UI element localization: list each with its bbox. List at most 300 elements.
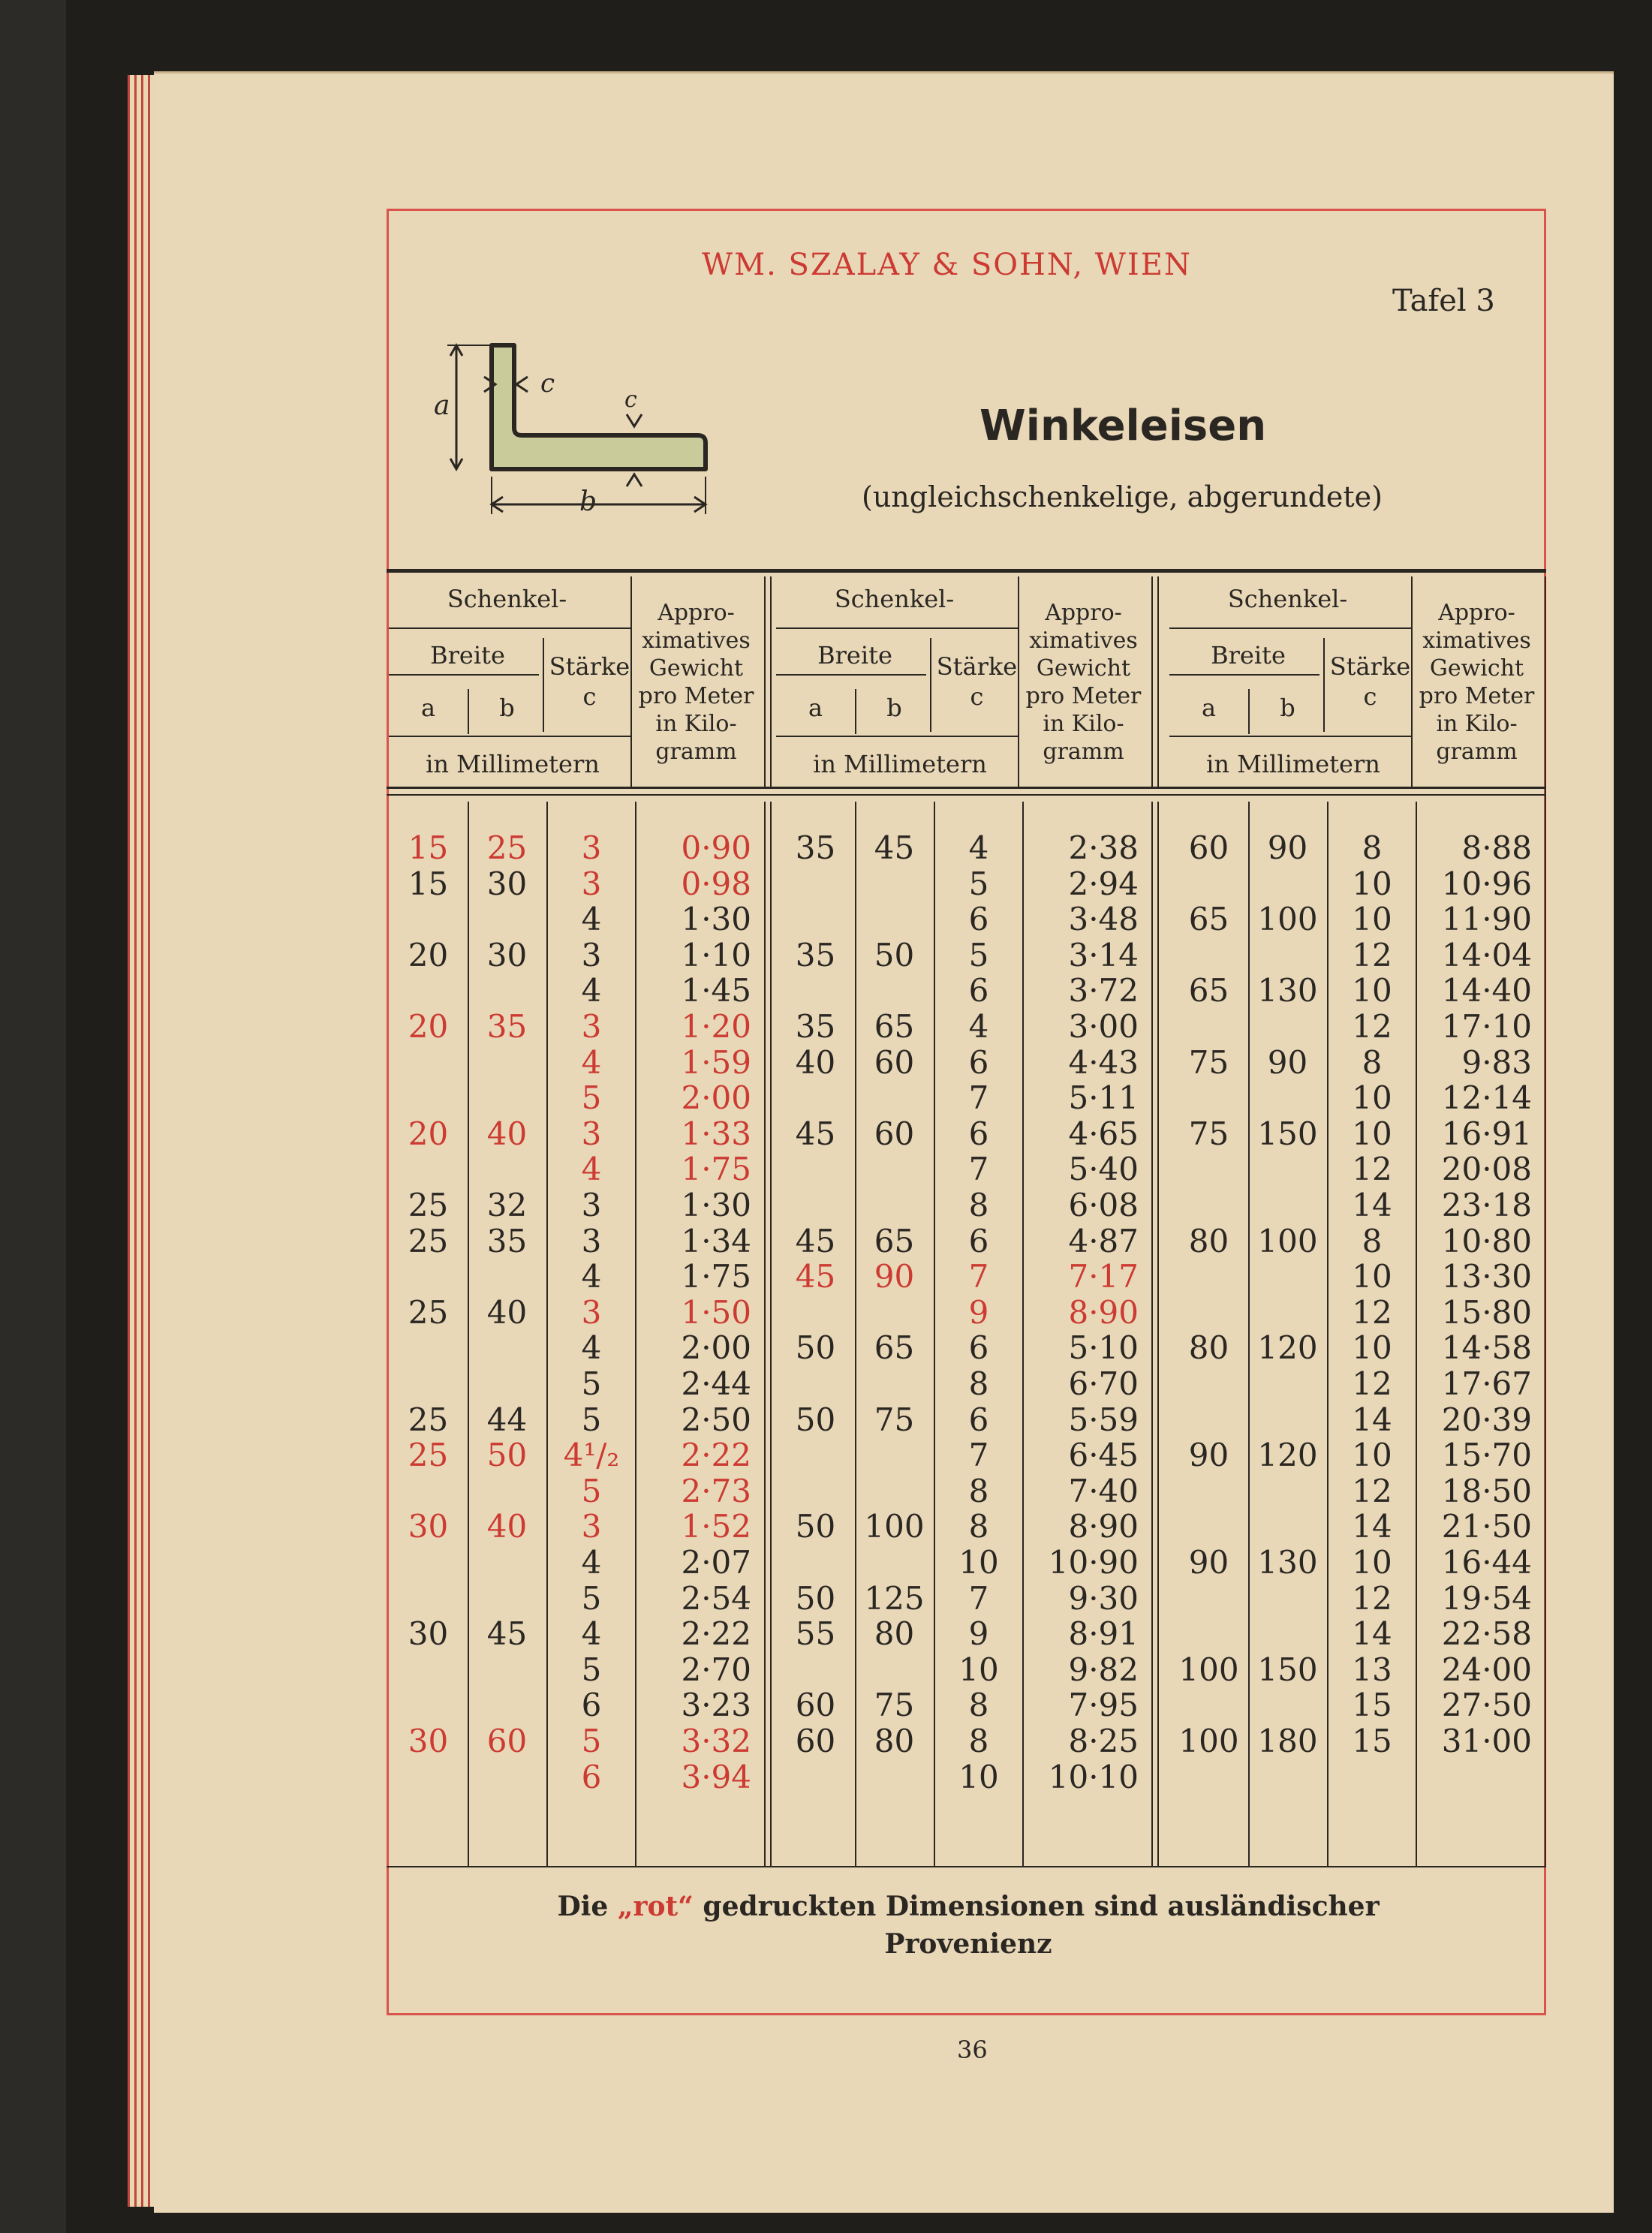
group-separator (1157, 802, 1159, 1866)
table-cell-c: 14 (1352, 1187, 1392, 1223)
table-cell-a: 25 (408, 1401, 449, 1438)
header-staerke: Stärke (1329, 652, 1411, 681)
header-weight-line: Gewicht (1036, 655, 1131, 682)
page-subtitle: (ungleichschenkelige, abgerundete) (862, 480, 1383, 513)
table-cell-c: 6 (968, 901, 989, 938)
table-cell-w: 23·18 (1441, 1187, 1532, 1223)
table-cell-c: 5 (968, 865, 989, 902)
table-cell-b: 44 (486, 1401, 528, 1438)
table-cell-c: 8 (968, 1187, 989, 1223)
table-cell-a: 30 (408, 1723, 449, 1759)
table-cell-c: 15 (1352, 1723, 1392, 1759)
table-cell-c: 12 (1352, 1579, 1392, 1617)
table-cell-w: 8·25 (1068, 1723, 1139, 1759)
table-cell-w: 5·11 (1068, 1079, 1139, 1117)
table-cell-c: 9 (968, 1615, 989, 1653)
table-cell-w: 2·94 (1068, 865, 1139, 902)
table-cell-c: 3 (581, 1222, 602, 1259)
table-cell-w: 7·17 (1068, 1258, 1139, 1296)
table-cell-w: 3·00 (1068, 1008, 1139, 1045)
table-cell-b: 65 (874, 1222, 915, 1259)
header-weight-line: Appro- (657, 600, 735, 626)
table-cell-b: 40 (486, 1293, 528, 1331)
table-cell-a: 50 (795, 1329, 836, 1367)
header-rule (1169, 736, 1411, 737)
table-cell-w: 13·30 (1441, 1258, 1532, 1296)
table-cell-a: 75 (1188, 1115, 1229, 1152)
header-rule (389, 736, 630, 737)
table-cell-b: 35 (486, 1222, 528, 1259)
table-cell-c: 4 (581, 972, 602, 1010)
table-cell-w: 2·38 (1068, 829, 1139, 866)
table-cell-c: 8 (1362, 1043, 1383, 1081)
table-cell-w: 10·10 (1048, 1758, 1139, 1795)
header-c: c (970, 682, 984, 711)
table-cell-w: 1·30 (681, 901, 751, 938)
table-cell-c: 6 (968, 1329, 989, 1367)
header-weight-line: Appro- (1438, 600, 1515, 626)
table-cell-c: 6 (581, 1758, 602, 1795)
table-cell-w: 2·07 (681, 1544, 751, 1581)
table-cell-a: 60 (795, 1687, 836, 1724)
table-cell-c: 14 (1352, 1615, 1392, 1653)
table-cell-c: 5 (581, 1651, 602, 1688)
table-cell-a: 25 (408, 1293, 449, 1331)
table-cell-a: 65 (1188, 972, 1229, 1010)
table-cell-w: 20·08 (1441, 1151, 1532, 1188)
table-cell-c: 12 (1352, 1151, 1392, 1188)
table-cell-b: 50 (874, 936, 915, 974)
header-rule (389, 627, 630, 629)
table-cell-w: 3·32 (681, 1723, 751, 1759)
table-cell-a: 25 (408, 1437, 449, 1474)
table-cell-w: 2·44 (681, 1365, 751, 1402)
table-cell-w: 17·10 (1441, 1008, 1532, 1045)
table-cell-b: 100 (1257, 1222, 1318, 1259)
table-cell-c: 5 (581, 1579, 602, 1617)
table-cell-a: 35 (795, 1008, 836, 1045)
table-cell-a: 100 (1178, 1651, 1239, 1688)
table-cell-w: 3·48 (1068, 901, 1139, 938)
header-schenkel: Schenkel- (447, 585, 567, 613)
angle-profile-diagram (420, 330, 721, 525)
table-cell-c: 6 (968, 1043, 989, 1081)
table-cell-c: 12 (1352, 1365, 1392, 1402)
column-separator (1018, 576, 1019, 787)
table-bottom-rule (387, 1866, 1546, 1867)
table-top-rule (387, 569, 1546, 573)
table-cell-w: 12·14 (1441, 1079, 1532, 1117)
table-cell-c: 4¹/₂ (563, 1437, 620, 1474)
page-stack-edge (128, 75, 158, 2207)
table-cell-w: 4·87 (1068, 1222, 1139, 1259)
table-cell-b: 120 (1257, 1329, 1318, 1367)
table-cell-w: 0·98 (681, 865, 751, 902)
table-cell-b: 75 (874, 1687, 915, 1724)
table-cell-w: 10·90 (1048, 1544, 1139, 1581)
header-weight-line: in Kilo- (655, 711, 737, 737)
table-cell-c: 12 (1352, 1008, 1392, 1045)
table-cell-b: 60 (874, 1115, 915, 1152)
table-cell-w: 1·33 (681, 1115, 751, 1152)
header-units: in Millimetern (426, 750, 600, 778)
header-weight-line: gramm (1436, 739, 1518, 765)
header-b: b (886, 694, 902, 722)
header-rule (776, 736, 1018, 737)
table-cell-a: 45 (795, 1222, 836, 1259)
table-cell-w: 0·90 (681, 829, 751, 866)
dim-a-label: a (434, 390, 450, 421)
table-cell-w: 4·65 (1068, 1115, 1139, 1152)
table-cell-b: 25 (486, 829, 528, 866)
table-cell-w: 15·70 (1441, 1437, 1532, 1474)
header-rule (1169, 627, 1411, 629)
table-cell-c: 12 (1352, 1472, 1392, 1509)
header-a: a (808, 694, 823, 722)
header-weight-line: gramm (655, 739, 737, 765)
table-cell-c: 6 (968, 1401, 989, 1438)
group-separator (1151, 576, 1153, 787)
table-cell-c: 10 (958, 1544, 999, 1581)
table-cell-w: 1·10 (681, 936, 751, 974)
header-divider (1248, 689, 1250, 734)
table-cell-c: 5 (581, 1472, 602, 1509)
table-cell-c: 4 (581, 1544, 602, 1581)
table-cell-b: 50 (486, 1437, 528, 1474)
table-cell-c: 7 (968, 1151, 989, 1188)
header-a: a (1201, 694, 1217, 722)
table-cell-b: 35 (486, 1008, 528, 1045)
table-cell-w: 9·83 (1461, 1043, 1532, 1081)
table-cell-w: 10·80 (1441, 1222, 1532, 1259)
group-separator (764, 802, 766, 1866)
publisher-heading: WM. SZALAY & SOHN, WIEN (702, 248, 1192, 282)
header-weight-line: Gewicht (1429, 655, 1524, 682)
table-cell-w: 2·70 (681, 1651, 751, 1688)
table-cell-w: 10·96 (1441, 865, 1532, 902)
table-cell-w: 9·30 (1068, 1579, 1139, 1617)
table-cell-b: 150 (1257, 1115, 1318, 1152)
table-cell-b: 100 (864, 1508, 925, 1545)
header-units: in Millimetern (813, 750, 987, 778)
table-cell-c: 10 (958, 1758, 999, 1795)
table-cell-w: 15·80 (1441, 1293, 1532, 1331)
header-breite: Breite (1211, 641, 1286, 670)
table-cell-w: 2·00 (681, 1329, 751, 1367)
table-cell-w: 5·59 (1068, 1401, 1139, 1438)
footnote-post: gedruckten Dimensionen sind ausländischer (703, 1891, 1380, 1922)
header-staerke: Stärke (936, 652, 1018, 681)
table-cell-b: 40 (486, 1508, 528, 1545)
table-cell-w: 17·67 (1441, 1365, 1532, 1402)
table-cell-w: 8·90 (1068, 1508, 1139, 1545)
table-cell-w: 2·22 (681, 1615, 751, 1653)
column-separator (1411, 576, 1413, 787)
table-cell-c: 12 (1352, 936, 1392, 974)
table-cell-c: 8 (968, 1508, 989, 1545)
table-cell-a: 20 (408, 936, 449, 974)
header-weight-line: pro Meter (1025, 683, 1142, 709)
table-cell-w: 22·58 (1441, 1615, 1532, 1653)
table-cell-w: 2·73 (681, 1472, 751, 1509)
table-cell-w: 21·50 (1441, 1508, 1532, 1545)
table-cell-w: 3·94 (681, 1758, 751, 1795)
table-cell-c: 4 (581, 901, 602, 938)
table-cell-a: 90 (1188, 1437, 1229, 1474)
table-cell-w: 1·30 (681, 1187, 751, 1223)
table-cell-c: 8 (968, 1723, 989, 1759)
header-weight-line: pro Meter (638, 683, 754, 709)
table-cell-c: 4 (581, 1615, 602, 1653)
table-cell-c: 8 (1362, 829, 1383, 866)
table-cell-b: 32 (486, 1187, 528, 1223)
table-label: Tafel 3 (1392, 284, 1495, 318)
table-cell-b: 30 (486, 865, 528, 902)
table-cell-b: 100 (1257, 901, 1318, 938)
header-rule (389, 674, 539, 676)
table-cell-b: 90 (1267, 829, 1308, 866)
table-cell-c: 3 (581, 1008, 602, 1045)
table-cell-c: 10 (1352, 972, 1392, 1010)
table-cell-c: 9 (968, 1293, 989, 1331)
table-cell-w: 27·50 (1441, 1687, 1532, 1724)
table-cell-c: 10 (1352, 865, 1392, 902)
table-cell-a: 35 (795, 829, 836, 866)
table-cell-w: 8·91 (1068, 1615, 1139, 1653)
table-cell-c: 5 (581, 1079, 602, 1117)
table-cell-c: 3 (581, 1115, 602, 1152)
footnote-line2: Provenienz (884, 1928, 1052, 1960)
table-cell-w: 1·59 (681, 1043, 751, 1081)
table-cell-c: 8 (968, 1365, 989, 1402)
table-cell-w: 24·00 (1441, 1651, 1532, 1688)
group-separator (764, 576, 766, 787)
table-cell-w: 2·50 (681, 1401, 751, 1438)
group-separator (1157, 576, 1159, 787)
group-separator (1151, 802, 1153, 1866)
dim-c-arrow-up (627, 474, 642, 486)
table-cell-w: 7·95 (1068, 1687, 1139, 1724)
table-cell-c: 7 (968, 1579, 989, 1617)
table-cell-a: 35 (795, 936, 836, 974)
table-cell-c: 3 (581, 936, 602, 974)
header-c: c (582, 682, 597, 711)
table-cell-a: 60 (795, 1723, 836, 1759)
table-cell-w: 20·39 (1441, 1401, 1532, 1438)
table-cell-a: 45 (795, 1258, 836, 1296)
table-header-rule-2 (387, 794, 1546, 796)
table-cell-c: 12 (1352, 1293, 1392, 1331)
table-cell-w: 3·23 (681, 1687, 751, 1724)
table-header-rule (387, 787, 1546, 789)
page-title: Winkeleisen (979, 402, 1267, 450)
table-cell-c: 5 (581, 1723, 602, 1759)
header-schenkel: Schenkel- (1227, 585, 1348, 613)
table-cell-c: 6 (581, 1687, 602, 1724)
table-cell-a: 80 (1188, 1329, 1229, 1367)
table-cell-a: 55 (795, 1615, 836, 1653)
table-cell-c: 3 (581, 829, 602, 866)
dim-c-label-right: c (624, 387, 637, 413)
table-cell-c: 13 (1352, 1651, 1392, 1688)
header-weight-line: ximatives (642, 627, 751, 654)
table-cell-w: 3·72 (1068, 972, 1139, 1010)
table-cell-c: 8 (968, 1687, 989, 1724)
table-cell-c: 6 (968, 972, 989, 1010)
dim-b-label: b (579, 486, 597, 517)
header-breite: Breite (817, 641, 892, 670)
header-a: a (420, 694, 436, 722)
table-cell-c: 3 (581, 865, 602, 902)
dim-c-label-top: c (540, 369, 555, 399)
table-cell-c: 4 (968, 1008, 989, 1045)
dim-c-arrow-right (516, 377, 528, 392)
header-weight-line: Gewicht (648, 655, 744, 682)
header-divider (930, 638, 931, 732)
table-cell-c: 4 (968, 829, 989, 866)
column-separator (630, 576, 632, 787)
header-divider (468, 689, 469, 734)
table-cell-c: 5 (581, 1401, 602, 1438)
table-cell-w: 8·90 (1068, 1293, 1139, 1331)
column-separator (1545, 576, 1546, 1866)
footnote (390, 1888, 1546, 1963)
table-cell-a: 25 (408, 1222, 449, 1259)
table-cell-b: 150 (1257, 1651, 1318, 1688)
header-staerke: Stärke (549, 652, 630, 681)
table-cell-a: 60 (1188, 829, 1229, 866)
table-cell-w: 1·52 (681, 1508, 751, 1545)
table-cell-b: 130 (1257, 972, 1318, 1010)
header-weight-line: in Kilo- (1043, 711, 1124, 737)
header-breite: Breite (430, 641, 505, 670)
table-cell-a: 45 (795, 1115, 836, 1152)
table-cell-a: 20 (408, 1008, 449, 1045)
table-cell-a: 15 (408, 865, 449, 902)
table-cell-b: 125 (864, 1579, 925, 1617)
header-divider (855, 689, 856, 734)
table-cell-c: 4 (581, 1151, 602, 1188)
table-cell-c: 10 (1352, 901, 1392, 938)
table-cell-b: 60 (874, 1043, 915, 1081)
table-cell-b: 65 (874, 1329, 915, 1367)
table-cell-c: 10 (1352, 1258, 1392, 1296)
table-cell-c: 14 (1352, 1508, 1392, 1545)
table-cell-c: 7 (968, 1079, 989, 1117)
table-cell-a: 75 (1188, 1043, 1229, 1081)
table-cell-c: 8 (968, 1472, 989, 1509)
table-cell-a: 80 (1188, 1222, 1229, 1259)
header-units: in Millimetern (1206, 750, 1380, 778)
header-b: b (499, 694, 515, 722)
page-number: 36 (957, 2036, 988, 2064)
table-cell-w: 9·82 (1068, 1651, 1139, 1688)
group-separator (770, 802, 772, 1866)
table-cell-b: 30 (486, 936, 528, 974)
header-weight-line: ximatives (1029, 627, 1138, 654)
table-cell-a: 30 (408, 1508, 449, 1545)
dim-c-arrow-down (627, 414, 642, 426)
table-cell-w: 31·00 (1441, 1723, 1532, 1759)
header-weight-line: gramm (1043, 739, 1124, 765)
header-b: b (1280, 694, 1295, 722)
table-cell-w: 1·34 (681, 1222, 751, 1259)
table-cell-a: 30 (408, 1615, 449, 1653)
table-cell-c: 10 (1352, 1437, 1392, 1474)
table-cell-w: 14·58 (1441, 1329, 1532, 1367)
table-cell-c: 10 (1352, 1329, 1392, 1367)
header-divider (543, 638, 544, 732)
table-cell-c: 14 (1352, 1401, 1392, 1438)
table-cell-b: 45 (874, 829, 915, 866)
table-cell-w: 2·22 (681, 1437, 751, 1474)
table-cell-c: 10 (1352, 1544, 1392, 1581)
table-cell-w: 5·40 (1068, 1151, 1139, 1188)
table-cell-w: 14·04 (1441, 936, 1532, 974)
table-cell-a: 40 (795, 1043, 836, 1081)
table-cell-w: 5·10 (1068, 1329, 1139, 1367)
table-cell-b: 75 (874, 1401, 915, 1438)
table-cell-a: 90 (1188, 1544, 1229, 1581)
header-rule (776, 674, 926, 676)
table-cell-c: 10 (1352, 1115, 1392, 1152)
table-cell-a: 65 (1188, 901, 1229, 938)
table-cell-b: 60 (486, 1723, 528, 1759)
header-c: c (1363, 682, 1377, 711)
angle-profile-shape (492, 345, 706, 469)
table-cell-w: 16·44 (1441, 1544, 1532, 1581)
table-cell-a: 15 (408, 829, 449, 866)
table-cell-c: 10 (1352, 1079, 1392, 1117)
table-cell-w: 1·50 (681, 1293, 751, 1331)
table-cell-w: 18·50 (1441, 1472, 1532, 1509)
table-cell-b: 90 (1267, 1043, 1308, 1081)
table-cell-c: 3 (581, 1293, 602, 1331)
table-cell-c: 4 (581, 1043, 602, 1081)
table-cell-w: 14·40 (1441, 972, 1532, 1010)
table-cell-b: 40 (486, 1115, 528, 1152)
table-cell-w: 7·40 (1068, 1472, 1139, 1509)
header-weight-line: pro Meter (1419, 683, 1535, 709)
table-cell-w: 6·08 (1068, 1187, 1139, 1223)
table-cell-w: 8·88 (1461, 829, 1532, 866)
table-cell-w: 6·45 (1068, 1437, 1139, 1474)
table-cell-w: 1·20 (681, 1008, 751, 1045)
table-cell-a: 100 (1178, 1723, 1239, 1759)
table-cell-w: 4·43 (1068, 1043, 1139, 1081)
table-cell-b: 80 (874, 1615, 915, 1653)
table-cell-w: 2·00 (681, 1079, 751, 1117)
table-cell-w: 3·14 (1068, 936, 1139, 974)
table-cell-b: 90 (874, 1258, 915, 1296)
table-cell-c: 7 (968, 1437, 989, 1474)
table-cell-c: 5 (968, 936, 989, 974)
table-cell-w: 1·75 (681, 1151, 751, 1188)
table-cell-c: 4 (581, 1329, 602, 1367)
table-cell-w: 16·91 (1441, 1115, 1532, 1152)
table-cell-w: 6·70 (1068, 1365, 1139, 1402)
table-cell-w: 11·90 (1441, 901, 1532, 938)
table-cell-c: 8 (1362, 1222, 1383, 1259)
table-cell-c: 10 (958, 1651, 999, 1688)
table-cell-b: 130 (1257, 1544, 1318, 1581)
table-cell-a: 25 (408, 1187, 449, 1223)
table-cell-c: 15 (1352, 1687, 1392, 1724)
table-cell-a: 50 (795, 1508, 836, 1545)
header-weight-line: Appro- (1045, 600, 1122, 626)
footnote-pre: Die (557, 1891, 609, 1922)
table-cell-c: 7 (968, 1258, 989, 1296)
